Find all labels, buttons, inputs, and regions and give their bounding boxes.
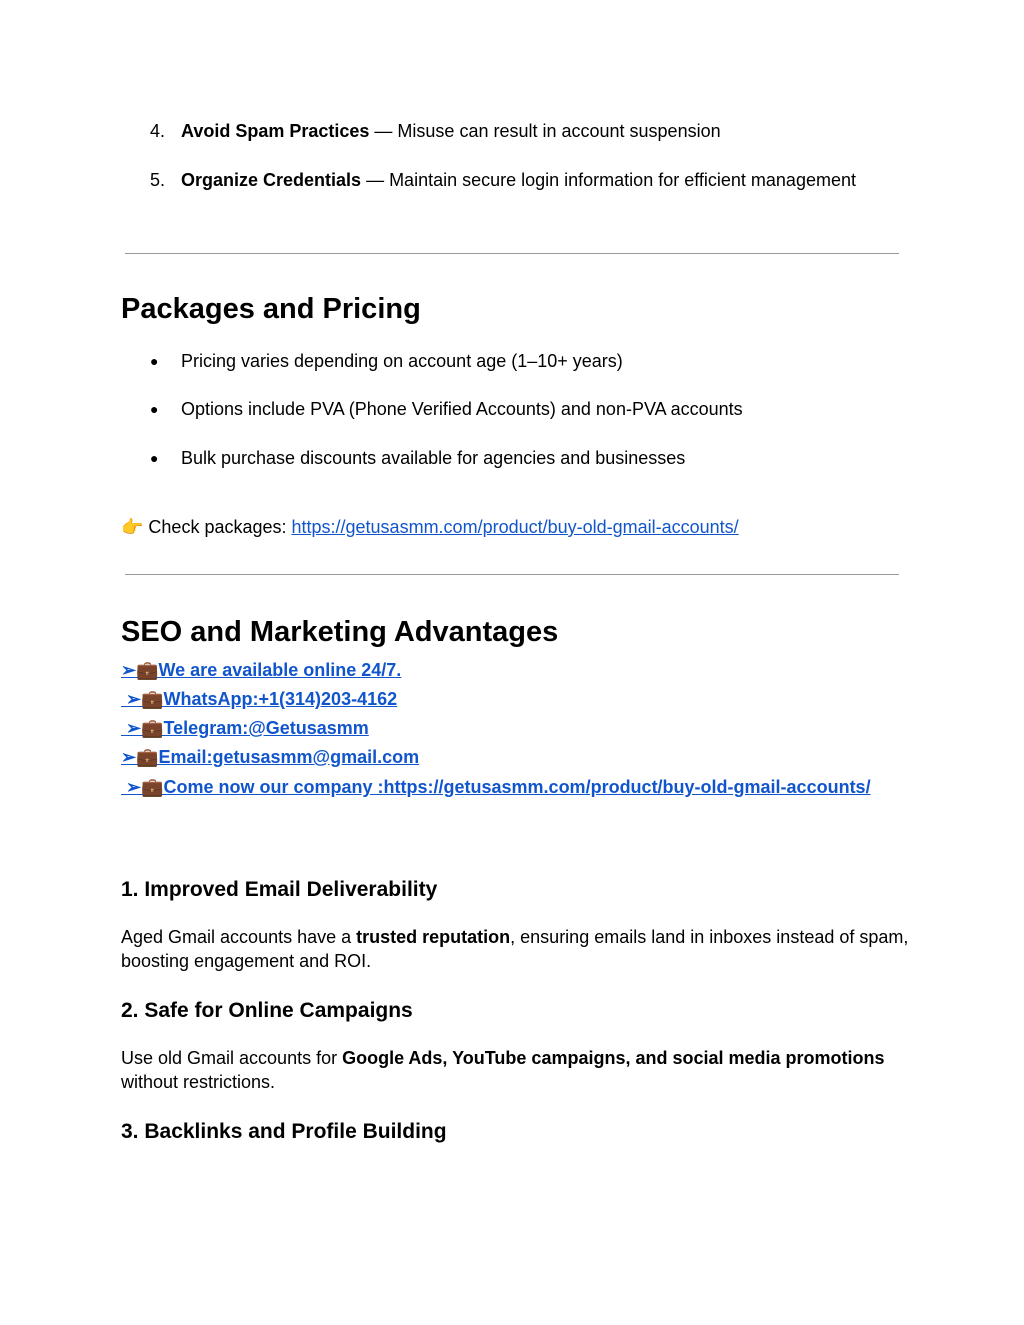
- paragraph: [121, 925, 911, 973]
- bullet-item: Bulk purchase discounts available for agencies and businesses: [181, 448, 686, 468]
- text: Aged Gmail accounts have a: [121, 927, 357, 947]
- tip-text: — Misuse can result in account suspension: [369, 121, 721, 141]
- link-text: WhatsApp:+1(314)203-4162: [163, 689, 398, 709]
- bullet-item: Options include PVA (Phone Verified Accounts) and non-PVA accounts: [181, 399, 743, 419]
- link-text: Email:getusasmm@gmail.com: [158, 747, 420, 767]
- contact-link-telegram: [121, 717, 369, 739]
- bullet-icon: ●: [150, 450, 159, 466]
- subsection-heading: 1. Improved Email Deliverability: [121, 878, 438, 901]
- email-link[interactable]: [121, 747, 419, 767]
- link-text: We are available online 24/7.: [158, 660, 402, 680]
- arrow-briefcase-icon: ➢💼: [121, 747, 159, 767]
- section-heading: Packages and Pricing: [121, 293, 421, 325]
- divider: [125, 574, 899, 575]
- availability-link[interactable]: [121, 660, 401, 680]
- arrow-briefcase-icon: ➢💼: [126, 777, 164, 797]
- whatsapp-link[interactable]: [121, 689, 397, 709]
- bullet-icon: ●: [150, 353, 159, 369]
- arrow-briefcase-icon: ➢💼: [126, 689, 164, 709]
- company-link[interactable]: [121, 777, 871, 797]
- tip-item: [181, 120, 721, 142]
- paragraph: [121, 1046, 911, 1094]
- packages-link[interactable]: https://getusasmm.com/product/buy-old-gmail-accounts/: [291, 517, 739, 537]
- arrow-briefcase-icon: ➢💼: [121, 660, 159, 680]
- text: Use old Gmail accounts for: [121, 1048, 343, 1068]
- link-text: Telegram:@Getusasmm: [163, 718, 369, 738]
- pointing-hand-icon: 👉: [121, 517, 144, 537]
- tip-text: — Maintain secure login information for efficient management: [361, 170, 856, 190]
- contact-link-email: [121, 746, 419, 768]
- bold-text: trusted reputation: [356, 927, 511, 947]
- list-number: 4.: [150, 121, 166, 141]
- contact-link-whatsapp: [121, 688, 397, 710]
- check-packages: [121, 516, 739, 538]
- text: without restrictions.: [121, 1072, 276, 1092]
- tip-item: [181, 169, 856, 191]
- text: , ensuring emails land in inboxes instead of spam, boosting engagement and ROI.: [121, 927, 909, 971]
- bullet-item: Pricing varies depending on account age (1–10+ years): [181, 351, 623, 371]
- list-number: 5.: [150, 170, 166, 190]
- telegram-link[interactable]: [121, 718, 369, 738]
- contact-link-company: [121, 776, 871, 798]
- tip-title: Organize Credentials: [181, 170, 362, 190]
- tip-title: Avoid Spam Practices: [181, 121, 370, 141]
- bold-text: Google Ads, YouTube campaigns, and social media promotions: [342, 1048, 885, 1068]
- section-heading: SEO and Marketing Advantages: [121, 616, 559, 648]
- link-text: Come now our company :https://getusasmm.com/product/buy-old-gmail-accounts/: [163, 777, 871, 797]
- subsection-heading: 3. Backlinks and Profile Building: [121, 1120, 447, 1143]
- contact-link-availability: [121, 659, 401, 681]
- divider: [125, 253, 899, 254]
- check-label: Check packages:: [143, 517, 292, 537]
- arrow-briefcase-icon: ➢💼: [126, 718, 164, 738]
- subsection-heading: 2. Safe for Online Campaigns: [121, 999, 413, 1022]
- bullet-icon: ●: [150, 401, 159, 417]
